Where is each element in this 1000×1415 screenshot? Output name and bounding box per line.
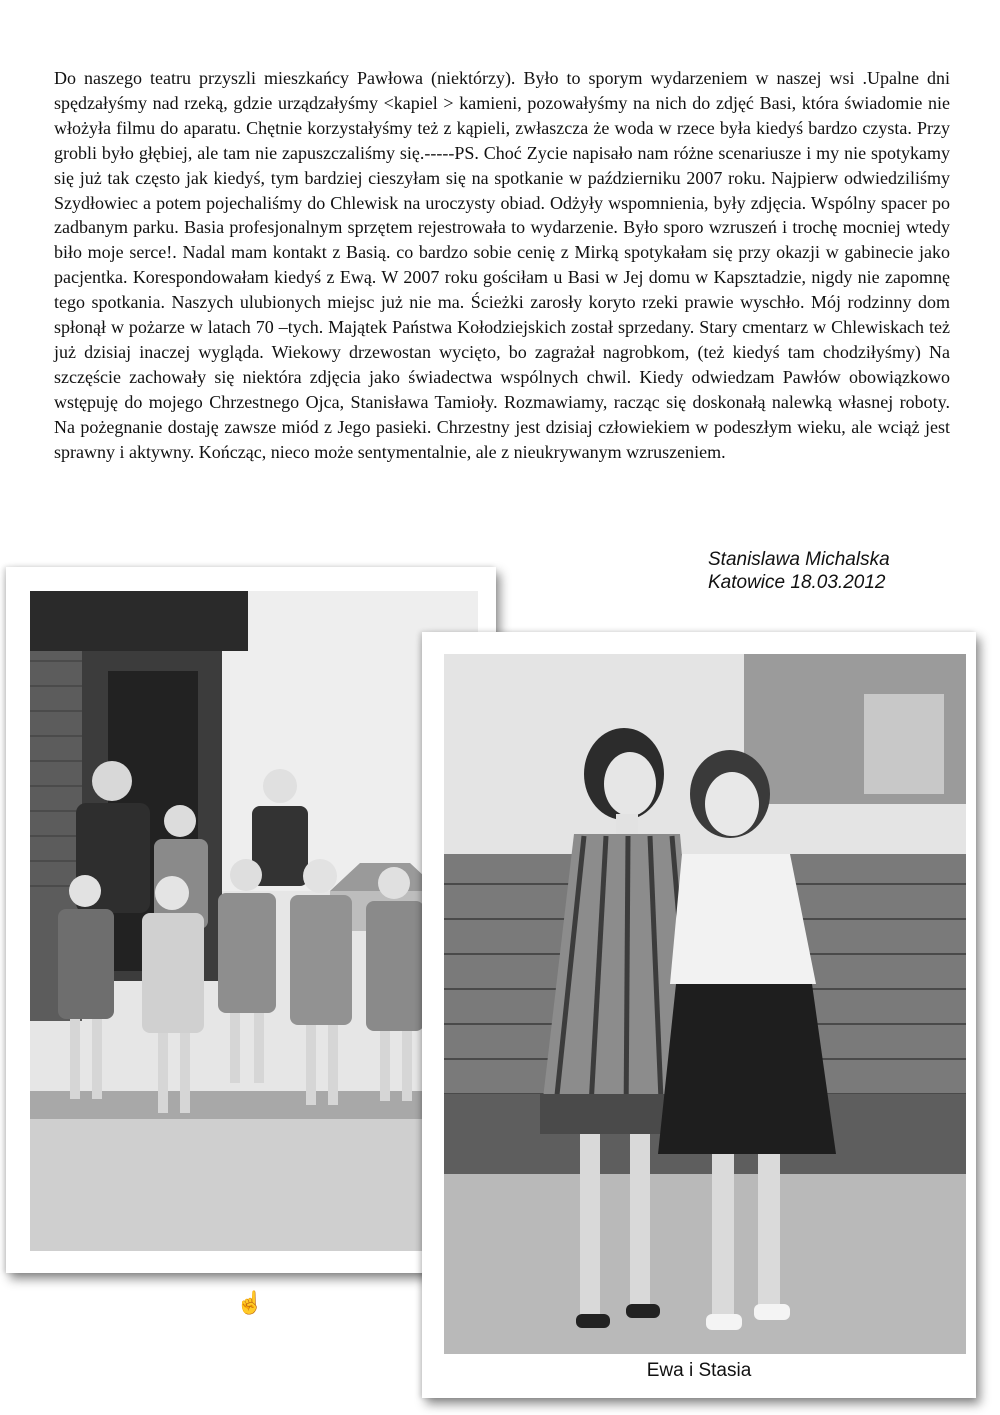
pointing-hand-icon: ☝ [236, 1290, 264, 1315]
signature-block [708, 548, 890, 594]
photo-caption: Ewa i Stasia [646, 1360, 752, 1381]
two-girls-photo-card [422, 632, 976, 1398]
place-date: Katowice 18.03.2012 [708, 572, 886, 593]
two-girls-photo [444, 654, 966, 1354]
memoir-paragraph: Do naszego teatru przyszli mieszkańcy Pawłowa (niektórzy). Było to sporym wydarzeniem w naszej wsi .Upalne dni spędzałyśmy nad rzeką, gdzie urządzałyśmy <kapiel > kamieni, pozowałyśmy na nich do zdjęć Basi, która świadomie nie włożyła filmu do aparatu. Chętnie korzystałyśmy też z kąpieli, zwłaszcza że woda w rzece była kiedyś bardzo czysta. Przy grobli było głębiej, ale tam nie zapuszczaliśmy się.-----PS. Choć Zycie napisało nam różne scenariusze i my nie spotykamy się już tak często jak kiedyś, tym bardziej cieszyłam się na spotkanie w październiku 2007 roku. Najpierw odwiedziliśmy Szydłowiec a potem pojechaliśmy do Chlewisk na uroczysty obiad. Odżyły wspomnienia, były zdjęcia. Wspólny spacer po zadbanym parku. Basia profesjonalnym sprzętem rejestrowała to wydarzenie. Było sporo wzruszeń i trochę mocniej wtedy biło moje serce!. Nadal mam kontakt z Basią. co bardzo sobie cenię z Mirką spotykałam się przy okazji w gabinecie jako pacjentka. Korespondowałam kiedyś z Ewą. W 2007 roku gościłam u Basi w Jej domu w Kapsztadzie, nigdy nie zapomnę tego spotkania. Naszych ulubionych miejsc już nie ma. Ścieżki zarosły koryto rzeki prawie wyschło. Mój rodzinny dom spłonął w pożarze w latach 70 –tych. Majątek Państwa Kołodziejskich został sprzedany. Stary cmentarz w Chlewiskach też już dzisiaj inaczej wygląda. Wiekowy drzewostan wycięto, bo zagrażał nagrobkom, (też kiedyś tam chodziłyśmy) Na szczęście zachowały się niektóra zdjęcia jako świadectwa wspólnych chwil. Kiedy odwiedzam Pawłów obowiązkowo wstępuję do mojego Chrzestnego Ojca, Stanisława Tamioły. Rozmawiamy, racząc się doskonałą nalewką własnej roboty. Na pożegnanie dostaję zawsze miód z Jego pasieki. Chrzestny jest dzisiaj człowiekiem w podeszłym wieku, ale wciąż jest sprawny i aktywny. Kończąc, nieco może sentymentalnie, ale z nieukrywanym wzruszeniem. [54, 68, 950, 462]
group-photo [30, 591, 478, 1251]
author-name: Stanislawa Michalska [708, 549, 890, 570]
